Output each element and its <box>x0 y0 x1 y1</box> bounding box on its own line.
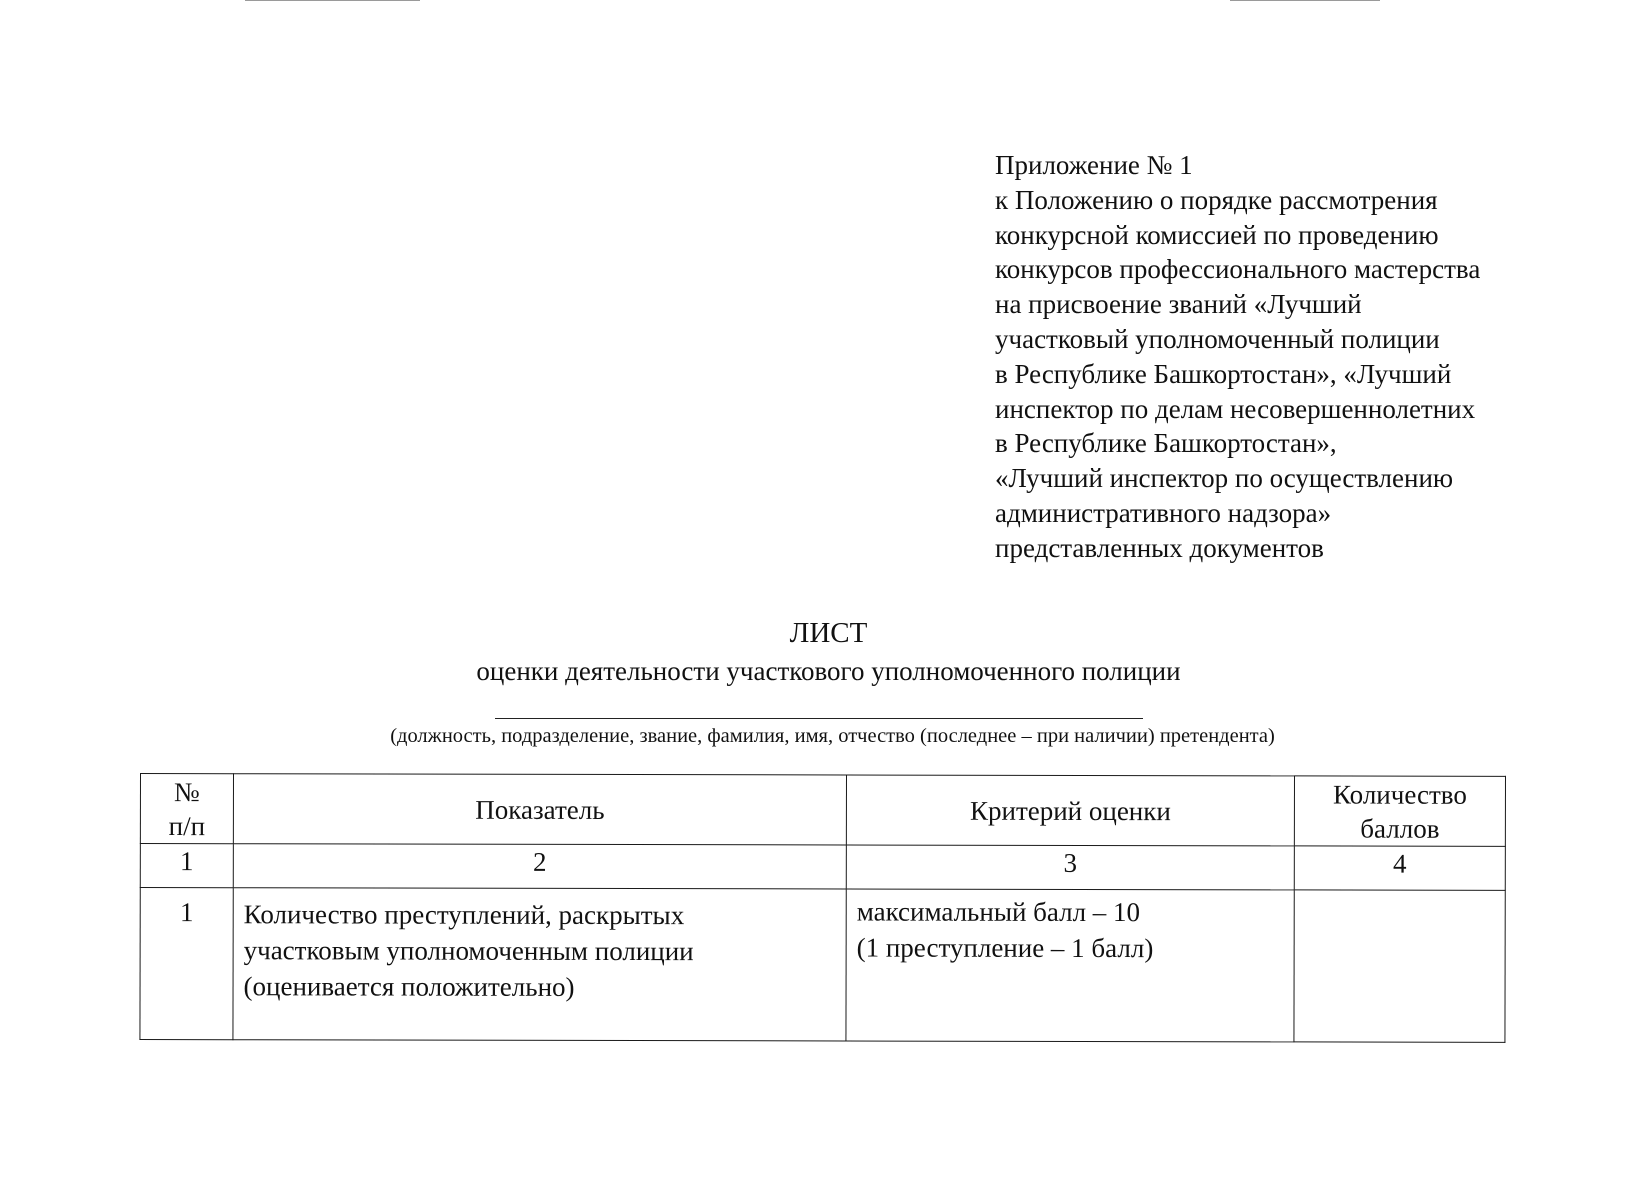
column-number-cell: 1 <box>140 844 233 888</box>
row-points-cell <box>1294 890 1505 1042</box>
scan-edge-mark-right <box>1230 0 1380 1</box>
header-number <box>140 774 233 844</box>
column-number-cell: 3 <box>846 845 1294 890</box>
candidate-caption: (должность, подразделение, звание, фамилия, имя, отчество (последнее – при наличии) претендента) <box>390 725 1275 747</box>
scan-edge-mark-left <box>245 0 420 1</box>
indicator-line: (оценивается положительно) <box>243 971 575 1002</box>
evaluation-table <box>139 773 1506 1043</box>
table-row <box>140 888 1505 1043</box>
indicator-line: Количество преступлений, раскрытых <box>243 899 685 931</box>
header-indicator: Показатель <box>233 774 846 845</box>
indicator-line: участковым уполномоченным полиции <box>243 935 694 967</box>
header-points <box>1294 776 1505 846</box>
column-number-cell: 4 <box>1294 846 1505 890</box>
appendix-line: административного надзора» <box>995 497 1332 528</box>
appendix-line: инспектор по делам несовершеннолетних <box>995 393 1476 424</box>
document-subtitle: оценки деятельности участкового уполномоченного полиции <box>476 656 1181 686</box>
appendix-line: конкурсной комиссией по проведению <box>995 219 1439 250</box>
header-points-line: баллов <box>1360 813 1440 844</box>
column-number-row <box>140 844 1505 891</box>
column-number-cell: 2 <box>233 844 846 889</box>
evaluation-table-wrapper <box>139 773 1505 1043</box>
row-criterion-cell <box>846 889 1294 1042</box>
header-number-line: № <box>174 776 200 807</box>
table-header-row <box>140 774 1505 847</box>
header-criterion: Критерий оценки <box>846 775 1294 846</box>
appendix-line: конкурсов профессионального мастерства <box>995 254 1481 285</box>
appendix-line: Приложение № 1 <box>995 150 1193 180</box>
row-number-cell: 1 <box>140 888 233 1040</box>
header-points-line: Количество <box>1333 778 1467 810</box>
candidate-fill-line <box>495 718 1143 719</box>
header-number-line: п/п <box>168 810 206 841</box>
document-title: ЛИСТ <box>789 617 868 649</box>
appendix-header <box>995 148 1595 566</box>
appendix-line: участковый уполномоченный полиции <box>995 323 1440 354</box>
row-indicator-cell <box>233 888 846 1041</box>
criterion-line: (1 преступление – 1 балл) <box>856 932 1154 964</box>
appendix-line: «Лучший инспектор по осуществлению <box>995 463 1454 494</box>
appendix-line: в Республике Башкортостан», «Лучший <box>995 358 1452 389</box>
appendix-line: в Республике Башкортостан», <box>995 428 1337 459</box>
appendix-line: представленных документов <box>995 532 1324 563</box>
appendix-line: на присвоение званий «Лучший <box>995 289 1362 320</box>
criterion-line: максимальный балл – 10 <box>856 896 1141 928</box>
appendix-line: к Положению о порядке рассмотрения <box>995 184 1438 215</box>
